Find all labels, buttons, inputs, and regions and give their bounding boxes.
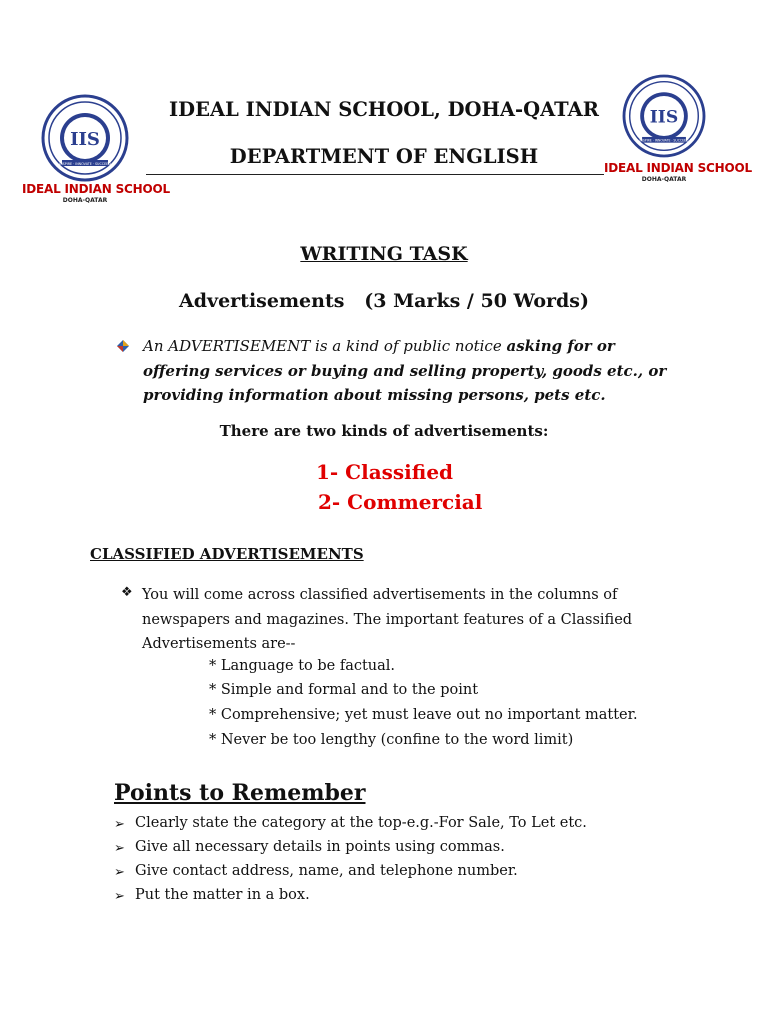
point-item: Clearly state the category at the top-e.g.-For Sale, To Let etc. [135,815,587,831]
kinds-heading: There are two kinds of advertisements: [219,422,549,440]
logo-school-name-left: IDEAL INDIAN SCHOOL [22,182,170,196]
definition-intro-text: An ADVERTISEMENT is a kind of public notice [143,337,507,355]
definition-bold-text: asking for or offering services or buying and selling property, goods etc., or providing information about missing persons, pets etc. [143,337,667,404]
kind-classified: 1- Classified [316,460,454,484]
feature-item: * Language to be factual. [209,658,396,674]
header-divider [146,174,604,175]
logo-motto-right: INSPIRE · INNOVATE · SUCCEED [639,138,689,143]
arrow-bullet-icon: ➢ [114,889,125,904]
points-heading: Points to Remember [114,780,366,806]
arrow-bullet-icon: ➢ [114,841,125,856]
school-logo-right [604,72,752,188]
point-item: Put the matter in a box. [135,887,310,903]
logo-school-name-right: IDEAL INDIAN SCHOOL [604,161,752,175]
logo-city-left: DOHA-QATAR [62,197,108,204]
logo-monogram-right: IIS [649,107,679,128]
point-item: Give contact address, name, and telephone number. [135,863,518,879]
advertisements-heading: Advertisements (3 Marks / 50 Words) [179,290,589,312]
logo-monogram-left: IIS [70,129,100,150]
advertisement-definition [143,334,683,408]
logo-motto-left: INSPIRE · INNOVATE · SUCCEED [59,162,111,166]
logo-city-right: DOHA-QATAR [641,176,687,183]
feature-item: * Simple and formal and to the point [209,682,479,698]
classified-paragraph: You will come across classified advertisements in the columns of newspapers and magazines. The important features of a Classified Advertisements are-- [142,587,633,652]
department-title: DEPARTMENT OF ENGLISH [229,145,539,168]
diamond-bullet-icon [117,340,129,352]
feature-item: * Comprehensive; yet must leave out no important matter. [209,707,638,723]
arrow-bullet-icon: ➢ [114,865,125,880]
star-bullet-icon: ❖ [121,585,133,600]
feature-item: * Never be too lengthy (confine to the word limit) [209,732,574,748]
kind-commercial: 2- Commercial [318,490,483,514]
writing-task-heading: WRITING TASK [300,243,468,265]
classified-heading: CLASSIFIED ADVERTISEMENTS [90,545,364,563]
arrow-bullet-icon: ➢ [114,817,125,832]
school-title: IDEAL INDIAN SCHOOL, DOHA-QATAR [169,98,599,121]
point-item: Give all necessary details in points using commas. [135,839,505,855]
